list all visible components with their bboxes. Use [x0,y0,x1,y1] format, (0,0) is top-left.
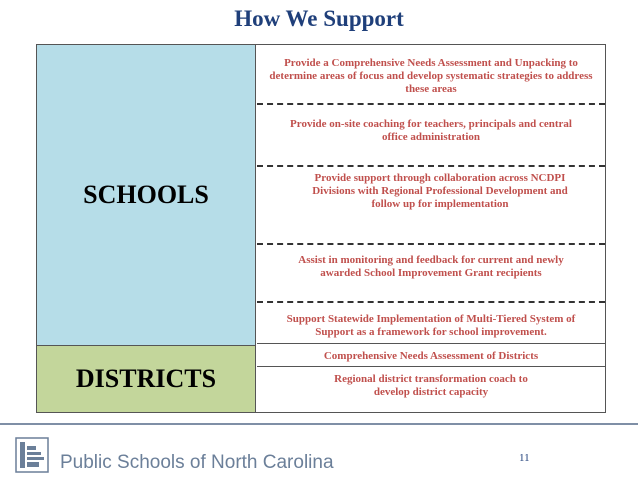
footer-rule [0,423,638,425]
schools-label: SCHOOLS [37,45,256,345]
dashed-divider [257,243,605,245]
schools-item-monitoring: Assist in monitoring and feedback for current and newly awarded School Improvement Grant recipients [298,254,564,279]
schools-item-mtss: Support Statewide Implementation of Multi-Tiered System of Support as a framework for school improvement. [286,313,576,338]
dashed-divider [257,103,605,105]
page-title: How We Support [234,6,404,31]
page-number: 11 [519,452,530,464]
organization-name: Public Schools of North Carolina [60,452,334,473]
support-table [36,44,606,413]
districts-label: DISTRICTS [37,345,256,412]
schools-item-needs-assessment: Provide a Comprehensive Needs Assessment and Unpacking to determine areas of focus and develop systematic strategies to address these areas [269,57,593,95]
section-divider [257,343,605,344]
dashed-divider [257,301,605,303]
schools-item-collaboration: Provide support through collaboration across NCDPI Divisions with Regional Professional Development and follow up for implementation [312,172,568,210]
nc-state-seal-icon [14,436,50,474]
districts-item-needs-assessment: Comprehensive Needs Assessment of Districts [323,350,539,362]
schools-item-onsite-coaching: Provide on-site coaching for teachers, principals and central office administration [290,118,572,143]
districts-item-transformation-coach: Regional district transformation coach to develop district capacity [334,373,528,398]
row-divider [257,366,605,367]
dashed-divider [257,165,605,167]
